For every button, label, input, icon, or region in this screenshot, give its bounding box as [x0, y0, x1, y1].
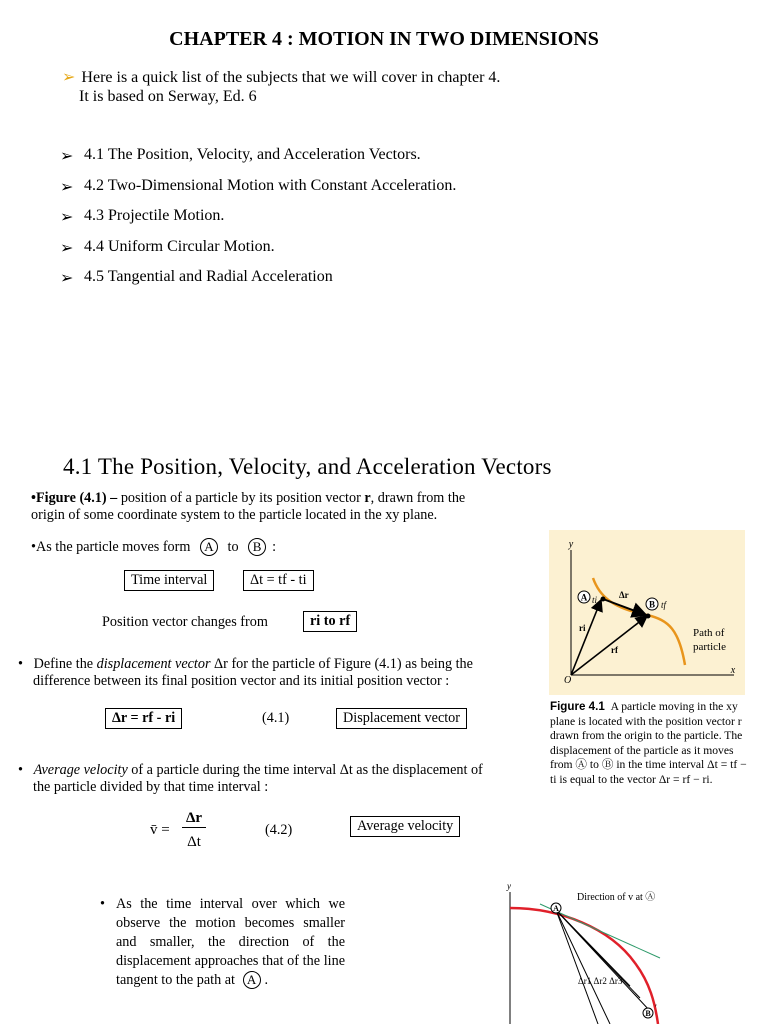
- text: the particle divided by that time interval :: [33, 779, 269, 795]
- caption-text: A particle moving in the xy plane is located with the position vector r drawn from the origin to the particle. The displacement of the particle as it moves from Ⓐ to Ⓑ in the time interval Δt = tf − ti is equal to the vector Δr = rf − ri.: [550, 700, 747, 786]
- moves-line: [31, 538, 276, 556]
- topic-label: 4.2 Two-Dimensional Motion with Constant Acceleration.: [84, 176, 457, 194]
- rf-label: rf: [611, 645, 618, 655]
- time-interval-box: Time interval: [124, 570, 214, 591]
- label-b: B: [645, 1009, 651, 1018]
- term: Average velocity: [33, 762, 128, 778]
- intro-text: [62, 68, 500, 106]
- text: , drawn from the: [370, 490, 466, 506]
- average-velocity-label: Average velocity: [350, 816, 460, 837]
- origin-label: O: [564, 675, 572, 686]
- text: of a particle during the time interval Δt as the displacement of: [127, 762, 483, 778]
- label-a: A: [580, 592, 588, 603]
- equation-number: (4.1): [262, 710, 290, 726]
- point-b-label: B: [248, 538, 266, 556]
- average-velocity-definition: • Average velocity of a particle during the time interval Δt as the displacement of the particle divided by that time interval :: [18, 762, 483, 795]
- equation-number: (4.2): [265, 822, 293, 838]
- text: .: [264, 972, 269, 988]
- topic-list: [60, 146, 456, 299]
- intro-line-2: It is based on Serway, Ed. 6: [79, 88, 257, 105]
- label-a: A: [553, 904, 559, 913]
- topic-label: 4.1 The Position, Velocity, and Acceleration Vectors.: [84, 146, 421, 163]
- equation-4-1: [105, 708, 182, 729]
- delta-r-labels: Δr1 Δr2 Δr3: [578, 976, 623, 986]
- text: As the time interval over which we observe the motion becomes smaller and smaller, the direction of the displacement approaches that of the line tangent to the path at: [116, 896, 345, 988]
- v-bar: v̄ =: [150, 822, 170, 838]
- topic-item: [60, 238, 456, 269]
- text: difference between its final position vector and its initial position vector :: [33, 673, 450, 689]
- position-change-text: Position vector changes from: [102, 614, 268, 630]
- point-a-label: A: [243, 971, 261, 989]
- path-label-1: Path of: [693, 627, 725, 639]
- tf-label: tf: [661, 600, 667, 610]
- text: to: [227, 539, 239, 555]
- figure-description: [31, 490, 541, 524]
- figure-4-1: [549, 530, 745, 695]
- point-a: [601, 597, 606, 602]
- ri-rf-box: [303, 611, 357, 632]
- y-axis-label: y: [507, 881, 511, 891]
- intro-line-1: Here is a quick list of the subjects that we will cover in chapter 4.: [81, 69, 501, 86]
- text: •As the particle moves form: [31, 539, 191, 555]
- topic-item: [60, 146, 456, 177]
- point-b: [646, 614, 651, 619]
- displacement-3: [556, 910, 630, 986]
- vector-b: [556, 910, 610, 1024]
- point-a-label: A: [200, 538, 218, 556]
- vector-delta-r: [603, 599, 646, 615]
- tangent-bullet: • As the time interval over which we observe the motion becomes smaller and smaller, the direction of the displacement approaches that of the line tangent to the path at A .: [100, 896, 345, 988]
- b-prime: ′: [655, 1003, 657, 1013]
- path-curve: [510, 908, 658, 1024]
- arrow-bullet-icon: ➢: [60, 178, 74, 196]
- displacement-definition: • Define the displacement vector Δr for the particle of Figure (4.1) as being the difference between its final position vector and its initial position vector :: [18, 656, 473, 689]
- topic-label: 4.3 Projectile Motion.: [84, 207, 225, 224]
- text: origin of some coordinate system to the particle located in the xy plane.: [31, 507, 438, 523]
- vector-r: r: [364, 490, 371, 506]
- arrow-bullet-icon: ➢: [60, 270, 74, 287]
- numerator: Δr: [182, 810, 206, 828]
- arrow-bullet-icon: ➢: [60, 148, 74, 165]
- text: :: [272, 539, 277, 555]
- term: displacement vector: [96, 656, 211, 672]
- label-b: B: [648, 599, 656, 610]
- topic-item: [60, 177, 456, 208]
- vectors: ri to rf: [310, 613, 351, 629]
- topic-item: [60, 268, 456, 299]
- figure-ref: •Figure (4.1) –: [31, 490, 121, 506]
- arrow-bullet-icon: ➢: [60, 209, 74, 226]
- equation: Δr = rf - ri: [112, 710, 176, 726]
- displacement-vector-label: Displacement vector: [336, 708, 467, 729]
- delta-r-label: Δr: [619, 590, 629, 600]
- caption-title: Figure 4.1: [550, 700, 605, 713]
- x-axis-label: x: [730, 665, 736, 676]
- topic-item: [60, 207, 456, 238]
- text: Define the: [33, 656, 97, 672]
- ri-label: ri: [579, 623, 586, 633]
- topic-label: 4.5 Tangential and Radial Acceleration: [84, 268, 333, 285]
- text: position of a particle by its position vector: [120, 490, 365, 506]
- text: Δr for the particle of Figure (4.1) as being the: [210, 656, 473, 672]
- y-axis-label: y: [568, 539, 574, 550]
- direction-label: Direction of v at Ⓐ: [577, 892, 656, 903]
- path-label-2: particle: [693, 641, 726, 653]
- page-title: CHAPTER 4 : MOTION IN TWO DIMENSIONS: [169, 28, 599, 50]
- ti-label: ti: [592, 595, 598, 605]
- arrow-bullet-icon: ➢: [60, 239, 74, 257]
- delta-t-box: [243, 570, 314, 591]
- arrow-bullet-icon: ➢: [62, 69, 76, 86]
- section-heading: 4.1 The Position, Velocity, and Acceleration Vectors: [63, 454, 552, 479]
- figure-tangent-diagram: [500, 878, 768, 1024]
- denominator: Δt: [187, 834, 201, 850]
- figure-tangent: [500, 878, 768, 1024]
- figure-4-1-diagram: [549, 530, 745, 695]
- equation: Δt = tf - ti: [250, 572, 307, 588]
- topic-label: 4.4 Uniform Circular Motion.: [84, 237, 275, 255]
- figure-4-1-caption: [550, 700, 750, 787]
